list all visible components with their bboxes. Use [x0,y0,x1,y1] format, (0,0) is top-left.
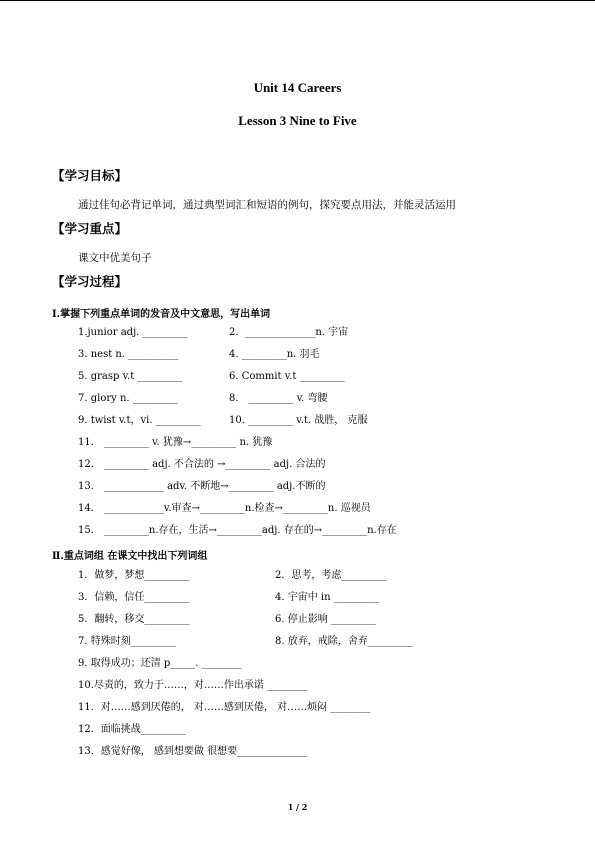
part2-heading: Ⅱ.重点词组 在课文中找出下列词组 [52,551,208,562]
goal-heading: 【学习目标】 [52,168,128,183]
page-number: 1 / 2 [287,802,308,812]
part1-heading: Ⅰ.掌握下列重点单词的发音及中文意思，写出单词 [52,309,271,320]
goal-text: 通过佳句必背记单词，通过典型词汇和短语的例句，探究要点用法，并能灵活运用 [78,199,456,211]
page-subtitle: Lesson 3 Nine to Five [238,113,357,128]
focus-text: 课文中优美句子 [78,252,152,264]
top-border [0,0,595,1]
page-title: Unit 14 Careers [253,80,342,95]
focus-heading: 【学习重点】 [52,221,128,236]
process-heading: 【学习过程】 [52,274,128,289]
